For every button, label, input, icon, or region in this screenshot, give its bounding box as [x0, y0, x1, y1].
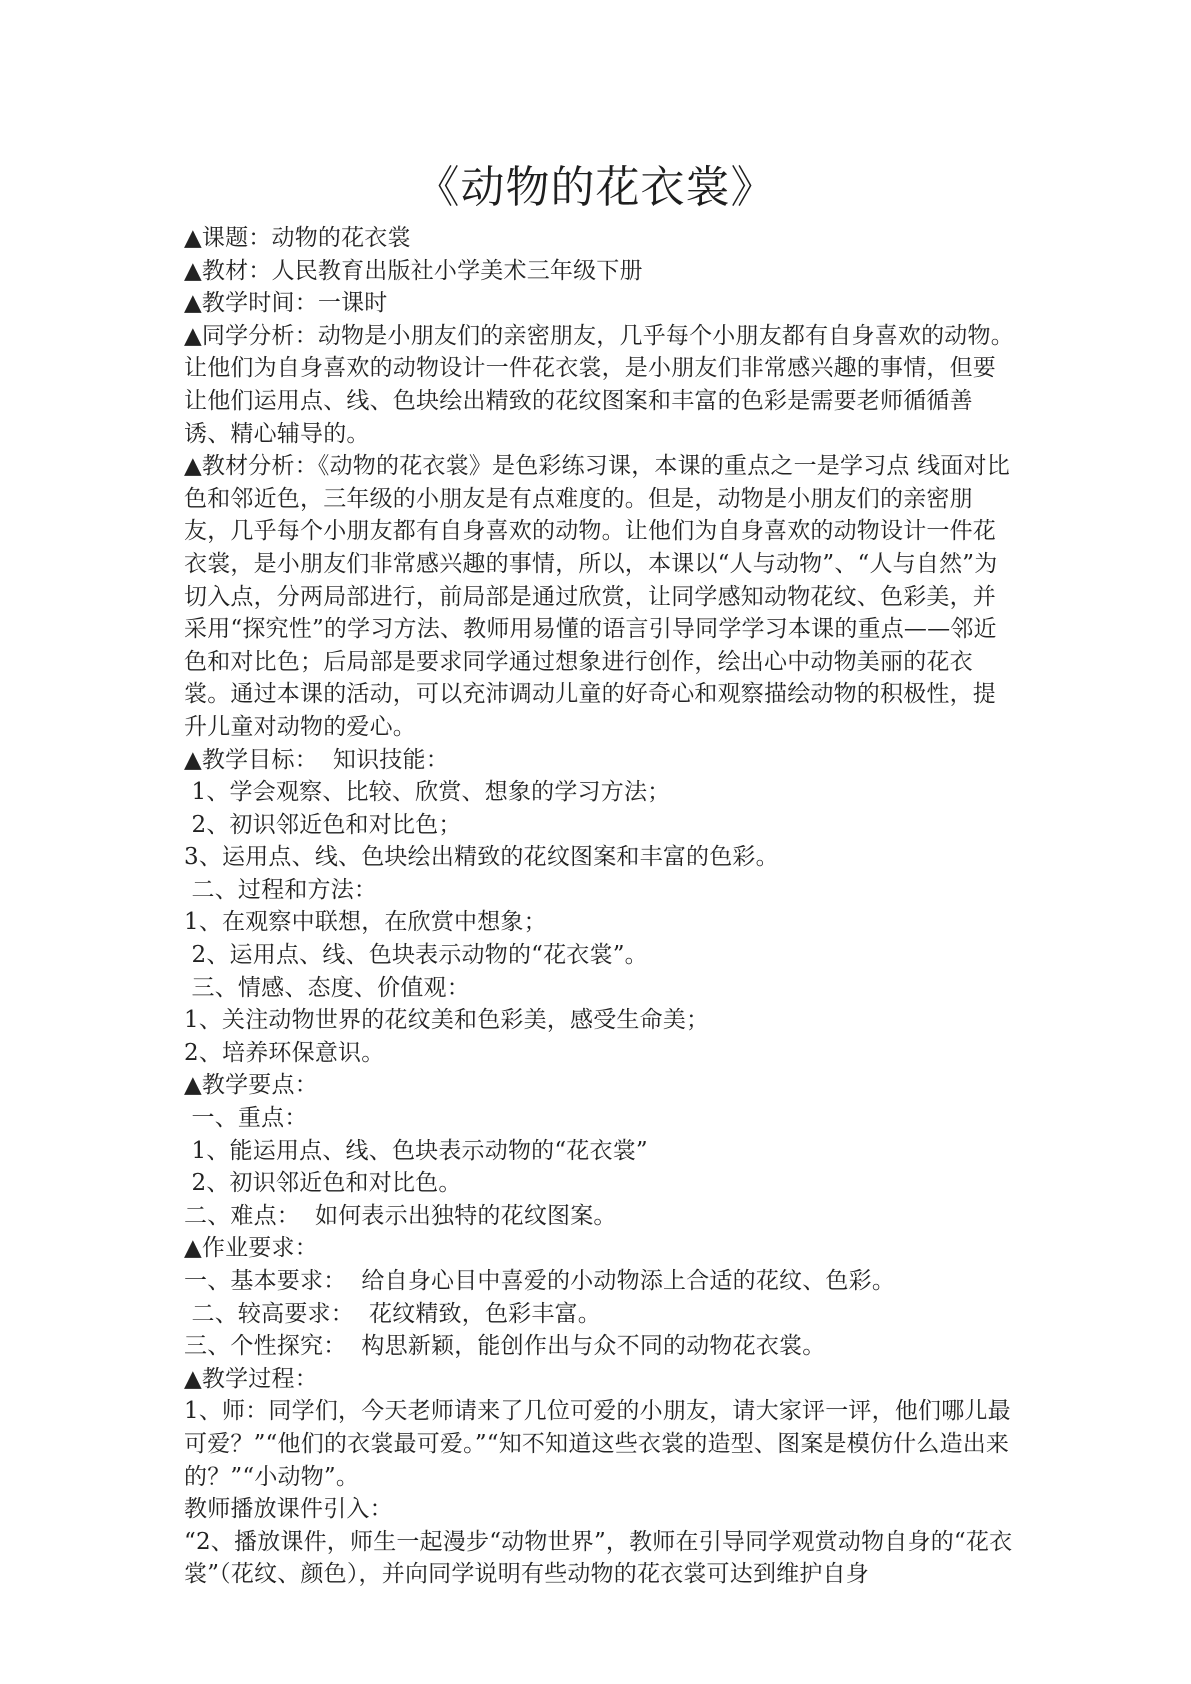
paragraph-process-step-2: “2、播放课件，师生一起漫步“动物世界”，教师在引导同学观赏动物自身的“花衣裳”（花纹、颜色），并向同学说明有些动物的花衣裳可达到维护自身 — [184, 1528, 1013, 1588]
paragraph-topic: ▲课题：动物的花衣裳 — [184, 225, 411, 251]
subheading-difficulty: 二、难点： 如何表示出独特的花纹图案。 — [184, 1202, 617, 1229]
list-item: 1、关注动物世界的花纹美和色彩美，感受生命美； — [184, 1007, 710, 1034]
list-item: 1、在观察中联想，在欣赏中想象； — [184, 909, 547, 936]
subheading-emotion-values: 三、情感、态度、价值观： — [184, 974, 470, 1001]
list-item: 二、较高要求： 花纹精致，色彩丰富。 — [184, 1300, 601, 1327]
paragraph-student-analysis: ▲同学分析：动物是小朋友们的亲密朋友，几乎每个小朋友都有自身喜欢的动物。让他们为自身喜欢的动物设计一件花衣裳，是小朋友们非常感兴趣的事情，但要让他们运用点、线、色块绘出精致的花纹图案和丰富的色彩是需要老师循循善诱、精心辅导的。 — [184, 322, 1014, 447]
document-title: 《动物的花衣裳》 — [415, 162, 776, 213]
paragraph-process-step-1: 1、师：同学们，今天老师请来了几位可爱的小朋友，请大家评一评，他们哪儿最可爱？”“他们的衣裳最可爱。”“知不知道这些衣裳的造型、图案是模仿什么造出来的？”“小动物”。 — [184, 1398, 1011, 1490]
paragraph-courseware-intro: 教师播放课件引入： — [184, 1496, 393, 1523]
list-item: 3、运用点、线、色块绘出精致的花纹图案和丰富的色彩。 — [184, 844, 779, 871]
list-item: 1、能运用点、线、色块表示动物的“花衣裳” — [184, 1137, 648, 1164]
list-item: 三、个性探究： 构思新颖，能创作出与众不同的动物花衣裳。 — [184, 1333, 826, 1360]
heading-teaching-process: ▲教学过程： — [184, 1365, 318, 1392]
list-item: 1、学会观察、比较、欣赏、想象的学习方法； — [184, 779, 671, 806]
list-item: 2、初识邻近色和对比色； — [184, 811, 462, 838]
subheading-focus: 一、重点： — [184, 1105, 308, 1132]
paragraph-material-analysis: ▲教材分析：《动物的花衣裳》是色彩练习课，本课的重点之一是学习点 线面对比色和邻近色，三年级的小朋友是有点难度的。但是，动物是小朋友们的亲密朋友，几乎每个小朋友都有自身喜欢的动物。让他们为自身喜欢的动物设计一件花衣裳，是小朋友们非常感兴趣的事情，所以，本课以“人与动物”、“人与自然”为切入点，分两局部进行，前局部是通过欣赏，让同学感知动物花纹、色彩美，并采用“探究性”的学习方法、教师用易懂的语言引导同学学习本课的重点——邻近色和对比色；后局部是要求同学通过想象进行创作，绘出心中动物美丽的花衣裳。通过本课的活动，可以充沛调动儿童的好奇心和观察描绘动物的积极性，提升儿童对动物的爱心。 — [184, 453, 1010, 740]
subheading-process-method: 二、过程和方法： — [184, 876, 378, 903]
heading-teaching-goals: ▲教学目标： 知识技能： — [184, 746, 449, 773]
list-item: 一、基本要求： 给自身心目中喜爱的小动物添上合适的花纹、色彩。 — [184, 1268, 896, 1294]
document-body — [184, 222, 1014, 1591]
list-item: 2、初识邻近色和对比色。 — [184, 1170, 462, 1197]
heading-key-points: ▲教学要点： — [184, 1072, 318, 1099]
list-item: 2、运用点、线、色块表示动物的“花衣裳”。 — [184, 942, 648, 969]
list-item: 2、培养环保意识。 — [184, 1039, 385, 1066]
heading-homework: ▲作业要求： — [184, 1235, 318, 1262]
paragraph-textbook: ▲教材：人民教育出版社小学美术三年级下册 — [184, 257, 643, 284]
paragraph-teaching-time: ▲教学时间：一课时 — [184, 290, 388, 317]
